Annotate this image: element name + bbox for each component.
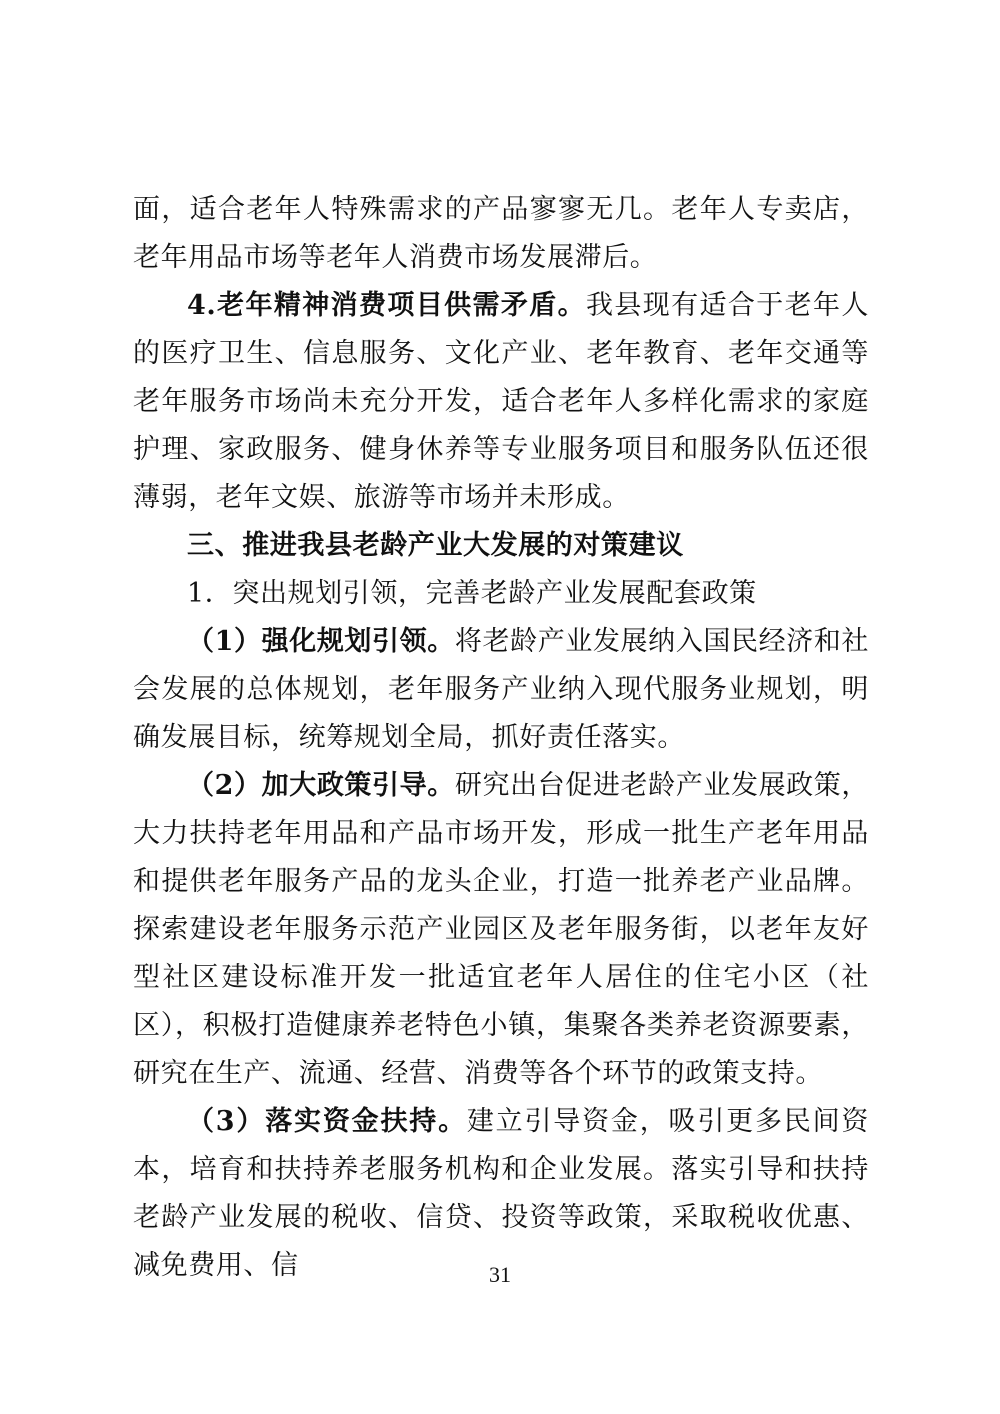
page-number: 31	[489, 1262, 511, 1287]
subsection-heading-1: 1．突出规划引领，完善老龄产业发展配套政策	[187, 578, 757, 609]
paragraph-continuation	[133, 186, 869, 282]
paragraph-lead: （1）强化规划引领。	[187, 626, 455, 657]
paragraph-item-2	[133, 762, 869, 1098]
paragraph-item-4	[133, 282, 869, 522]
paragraph-text: 我县现有适合于老年人的医疗卫生、信息服务、文化产业、老年教育、老年交通等老年服务市场尚未充分开发，适合老年人多样化需求的家庭护理、家政服务、健身休养等专业服务项目和服务队伍还很薄弱，老年文娱、旅游等市场并未形成。	[133, 290, 870, 513]
paragraph-text: 面，适合老年人特殊需求的产品寥寥无几。老年人专卖店，老年用品市场等老年人消费市场发展滞后。	[133, 194, 869, 273]
paragraph-text: 研究出台促进老龄产业发展政策，大力扶持老年用品和产品市场开发，形成一批生产老年用品和提供老年服务产品的龙头企业，打造一批养老产业品牌。探索建设老年服务示范产业园区及老年服务街，以老年友好型社区建设标准开发一批适宜老年人居住的住宅小区（社区），积极打造健康养老特色小镇，集聚各类养老资源要素，研究在生产、流通、经营、消费等各个环节的政策支持。	[133, 770, 869, 1089]
paragraph-lead: （2）加大政策引导。	[187, 770, 455, 801]
paragraph-text: 将老龄产业发展纳入国民经济和社会发展的总体规划，老年服务产业纳入现代服务业规划，明确发展目标，统筹规划全局，抓好责任落实。	[133, 626, 869, 753]
paragraph-lead: 4.老年精神消费项目供需矛盾。	[187, 290, 587, 321]
document-body	[133, 186, 869, 1290]
paragraph-text: 建立引导资金，吸引更多民间资本，培育和扶持养老服务机构和企业发展。落实引导和扶持老龄产业发展的税收、信贷、投资等政策，采取税收优惠、减免费用、信	[133, 1106, 869, 1281]
section-heading-3: 三、推进我县老龄产业大发展的对策建议	[187, 530, 684, 561]
paragraph-lead: （3）落实资金扶持。	[187, 1106, 467, 1137]
paragraph-item-1	[133, 618, 869, 762]
